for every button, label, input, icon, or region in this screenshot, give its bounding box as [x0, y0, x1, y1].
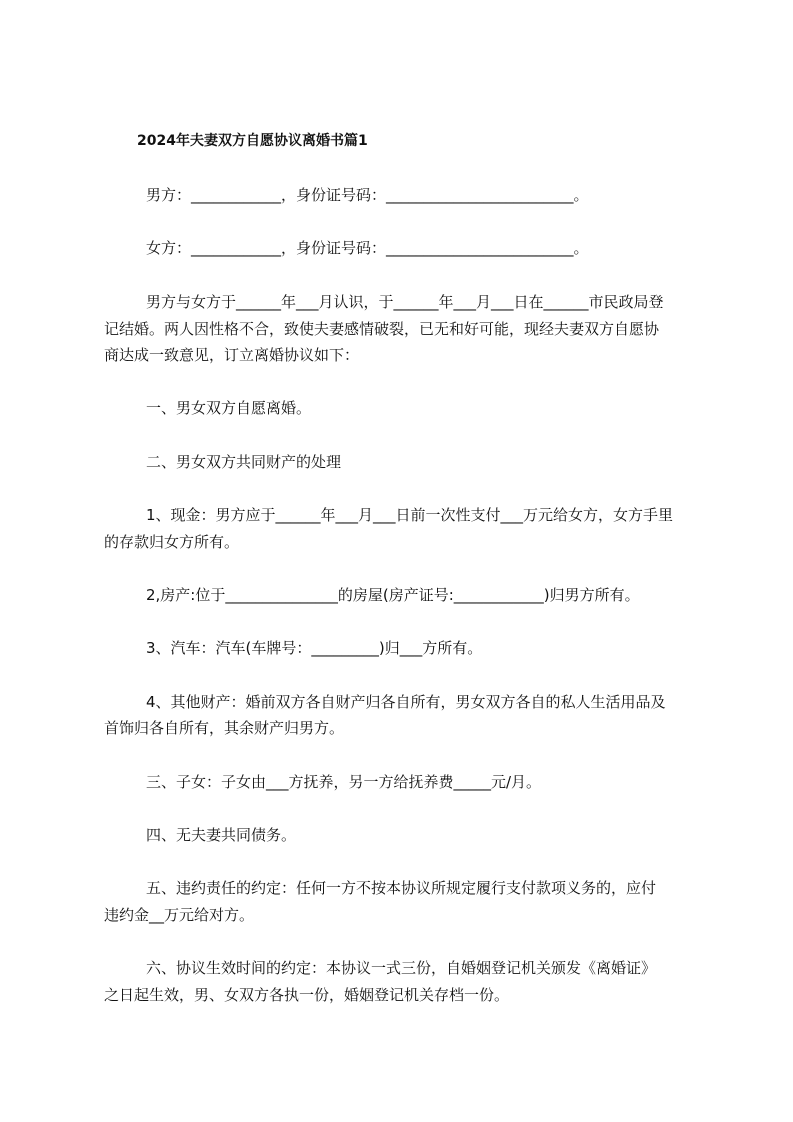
intro-line-2: 记结婚。两人因性格不合，致使夫妻感情破裂，已无和好可能，现经夫妻双方自愿协: [104, 320, 660, 338]
document-title: 2024年夫妻双方自愿协议离婚书篇1: [137, 133, 368, 149]
clause-5-line-1: 五、违约责任的约定：任何一方不按本协议所规定履行支付款项义务的，应付: [146, 879, 657, 897]
item-other-line-2: 首饰归各自所有，其余财产归男方。: [104, 719, 345, 737]
clause-6-line-1: 六、协议生效时间的约定：本协议一式三份，自婚姻登记机关颁发《离婚证》: [146, 959, 657, 977]
clause-4: 四、无夫妻共同债务。: [146, 826, 297, 844]
item-other-line-1: 4、其他财产：婚前双方各自财产归各自所有，男女双方各自的私人生活用品及: [146, 693, 666, 711]
item-cash-line-2: 的存款归女方所有。: [104, 533, 240, 551]
clause-1: 一、男女双方自愿离婚。: [146, 399, 312, 417]
intro-line-1: 男方与女方于______年___月认识，于______年___月___日在______市民政局登: [146, 293, 664, 311]
intro-line-3: 商达成一致意见，订立离婚协议如下：: [104, 346, 360, 364]
item-car: 3、汽车：汽车(车牌号：_________)归___方所有。: [146, 639, 483, 657]
clause-5-line-2: 违约金__万元给对方。: [104, 906, 255, 924]
clause-2: 二、男女双方共同财产的处理: [146, 453, 342, 471]
item-cash-line-1: 1、现金：男方应于______年___月___日前一次性支付___万元给女方，女方手里: [146, 506, 674, 524]
item-house: 2,房产:位于_______________的房屋(房产证号:____________)归男方所有。: [146, 586, 640, 604]
female-party-line: 女方：____________，身份证号码：_________________________。: [146, 239, 589, 257]
clause-6-line-2: 之日起生效，男、女双方各执一份，婚姻登记机关存档一份。: [104, 986, 510, 1004]
clause-3: 三、子女：子女由___方抚养，另一方给抚养费_____元/月。: [146, 773, 542, 791]
male-party-line: 男方：____________，身份证号码：_________________________。: [146, 186, 589, 204]
